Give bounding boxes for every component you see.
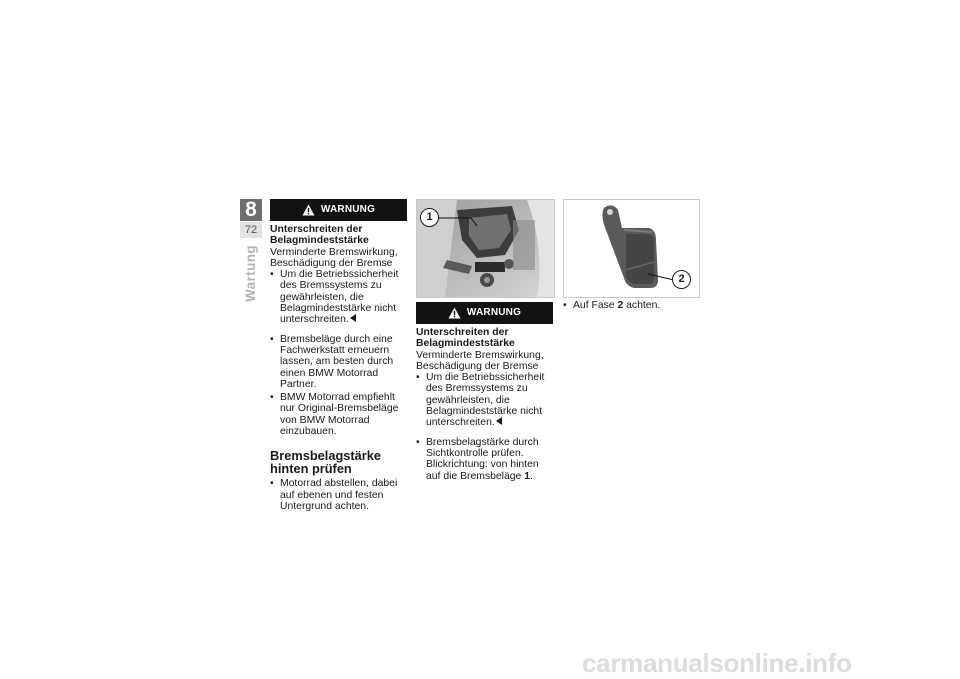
figure-reference: 1 bbox=[524, 470, 530, 482]
warning-triangle-icon bbox=[448, 307, 461, 319]
figure-callout-2: 2 bbox=[672, 270, 691, 289]
list-item: • Bremsbeläge durch eine Fachwerkstatt erneuern lassen, am besten durch einen BMW Motorrad Partner. bbox=[270, 334, 407, 390]
list-item: • Um die Betriebssicherheit des Bremssystems zu gewährleisten, die Belagmindeststärke nicht unterschreiten. bbox=[416, 372, 553, 428]
warning-banner bbox=[270, 199, 407, 221]
column-right bbox=[563, 300, 700, 313]
chapter-number-tab: 8 bbox=[240, 199, 262, 221]
figure-callout-1: 1 bbox=[420, 208, 439, 227]
end-marker-icon bbox=[350, 314, 356, 322]
column-left bbox=[270, 199, 407, 514]
list-item: • Bremsbelagstärke durch Sichtkontrolle prüfen. Blickrichtung: von hinten auf die Bremsbeläge 1. bbox=[416, 437, 553, 482]
brake-pad-photo bbox=[563, 199, 700, 298]
end-marker-icon bbox=[496, 417, 502, 425]
column-middle bbox=[416, 302, 553, 484]
list-item: • BMW Motorrad empfiehlt nur Original-Bremsbeläge von BMW Motorrad einzubauen. bbox=[270, 392, 407, 437]
warning-label: WARNUNG bbox=[320, 204, 376, 216]
section-list bbox=[270, 478, 407, 512]
warning-list bbox=[416, 372, 553, 428]
watermark: carmanualsonline.info bbox=[582, 648, 852, 678]
instruction-list bbox=[563, 300, 700, 311]
warning-label: WARNUNG bbox=[466, 307, 522, 319]
warning-title: Unterschreiten der Belagmindeststärke bbox=[416, 327, 515, 350]
page-number: 72 bbox=[240, 222, 262, 238]
chapter-title: Wartung bbox=[243, 245, 258, 303]
brake-caliper-photo bbox=[416, 199, 555, 298]
warning-text: Verminderte Bremswirkung, Beschädigung der Bremse bbox=[416, 349, 544, 372]
figure-reference: 2 bbox=[617, 300, 624, 311]
warning-banner bbox=[416, 302, 553, 324]
list-item: • Um die Betriebssicherheit des Bremssystems zu gewährleisten, die Belagmindeststärke nicht unterschreiten. bbox=[270, 269, 407, 325]
section-heading: Bremsbelagstärke hinten prüfen bbox=[270, 448, 381, 477]
list-item: • Motorrad abstellen, dabei auf ebenen und festen Untergrund achten. bbox=[270, 478, 407, 512]
instruction-list bbox=[416, 437, 553, 482]
instruction-list bbox=[270, 334, 407, 438]
warning-triangle-icon bbox=[302, 204, 315, 216]
warning-list bbox=[270, 269, 407, 325]
list-item: • Auf Fase 2 achten. bbox=[563, 300, 700, 311]
warning-text: Verminderte Bremswirkung, Beschädigung der Bremse bbox=[270, 246, 398, 269]
warning-title: Unterschreiten der Belagmindeststärke bbox=[270, 224, 369, 247]
